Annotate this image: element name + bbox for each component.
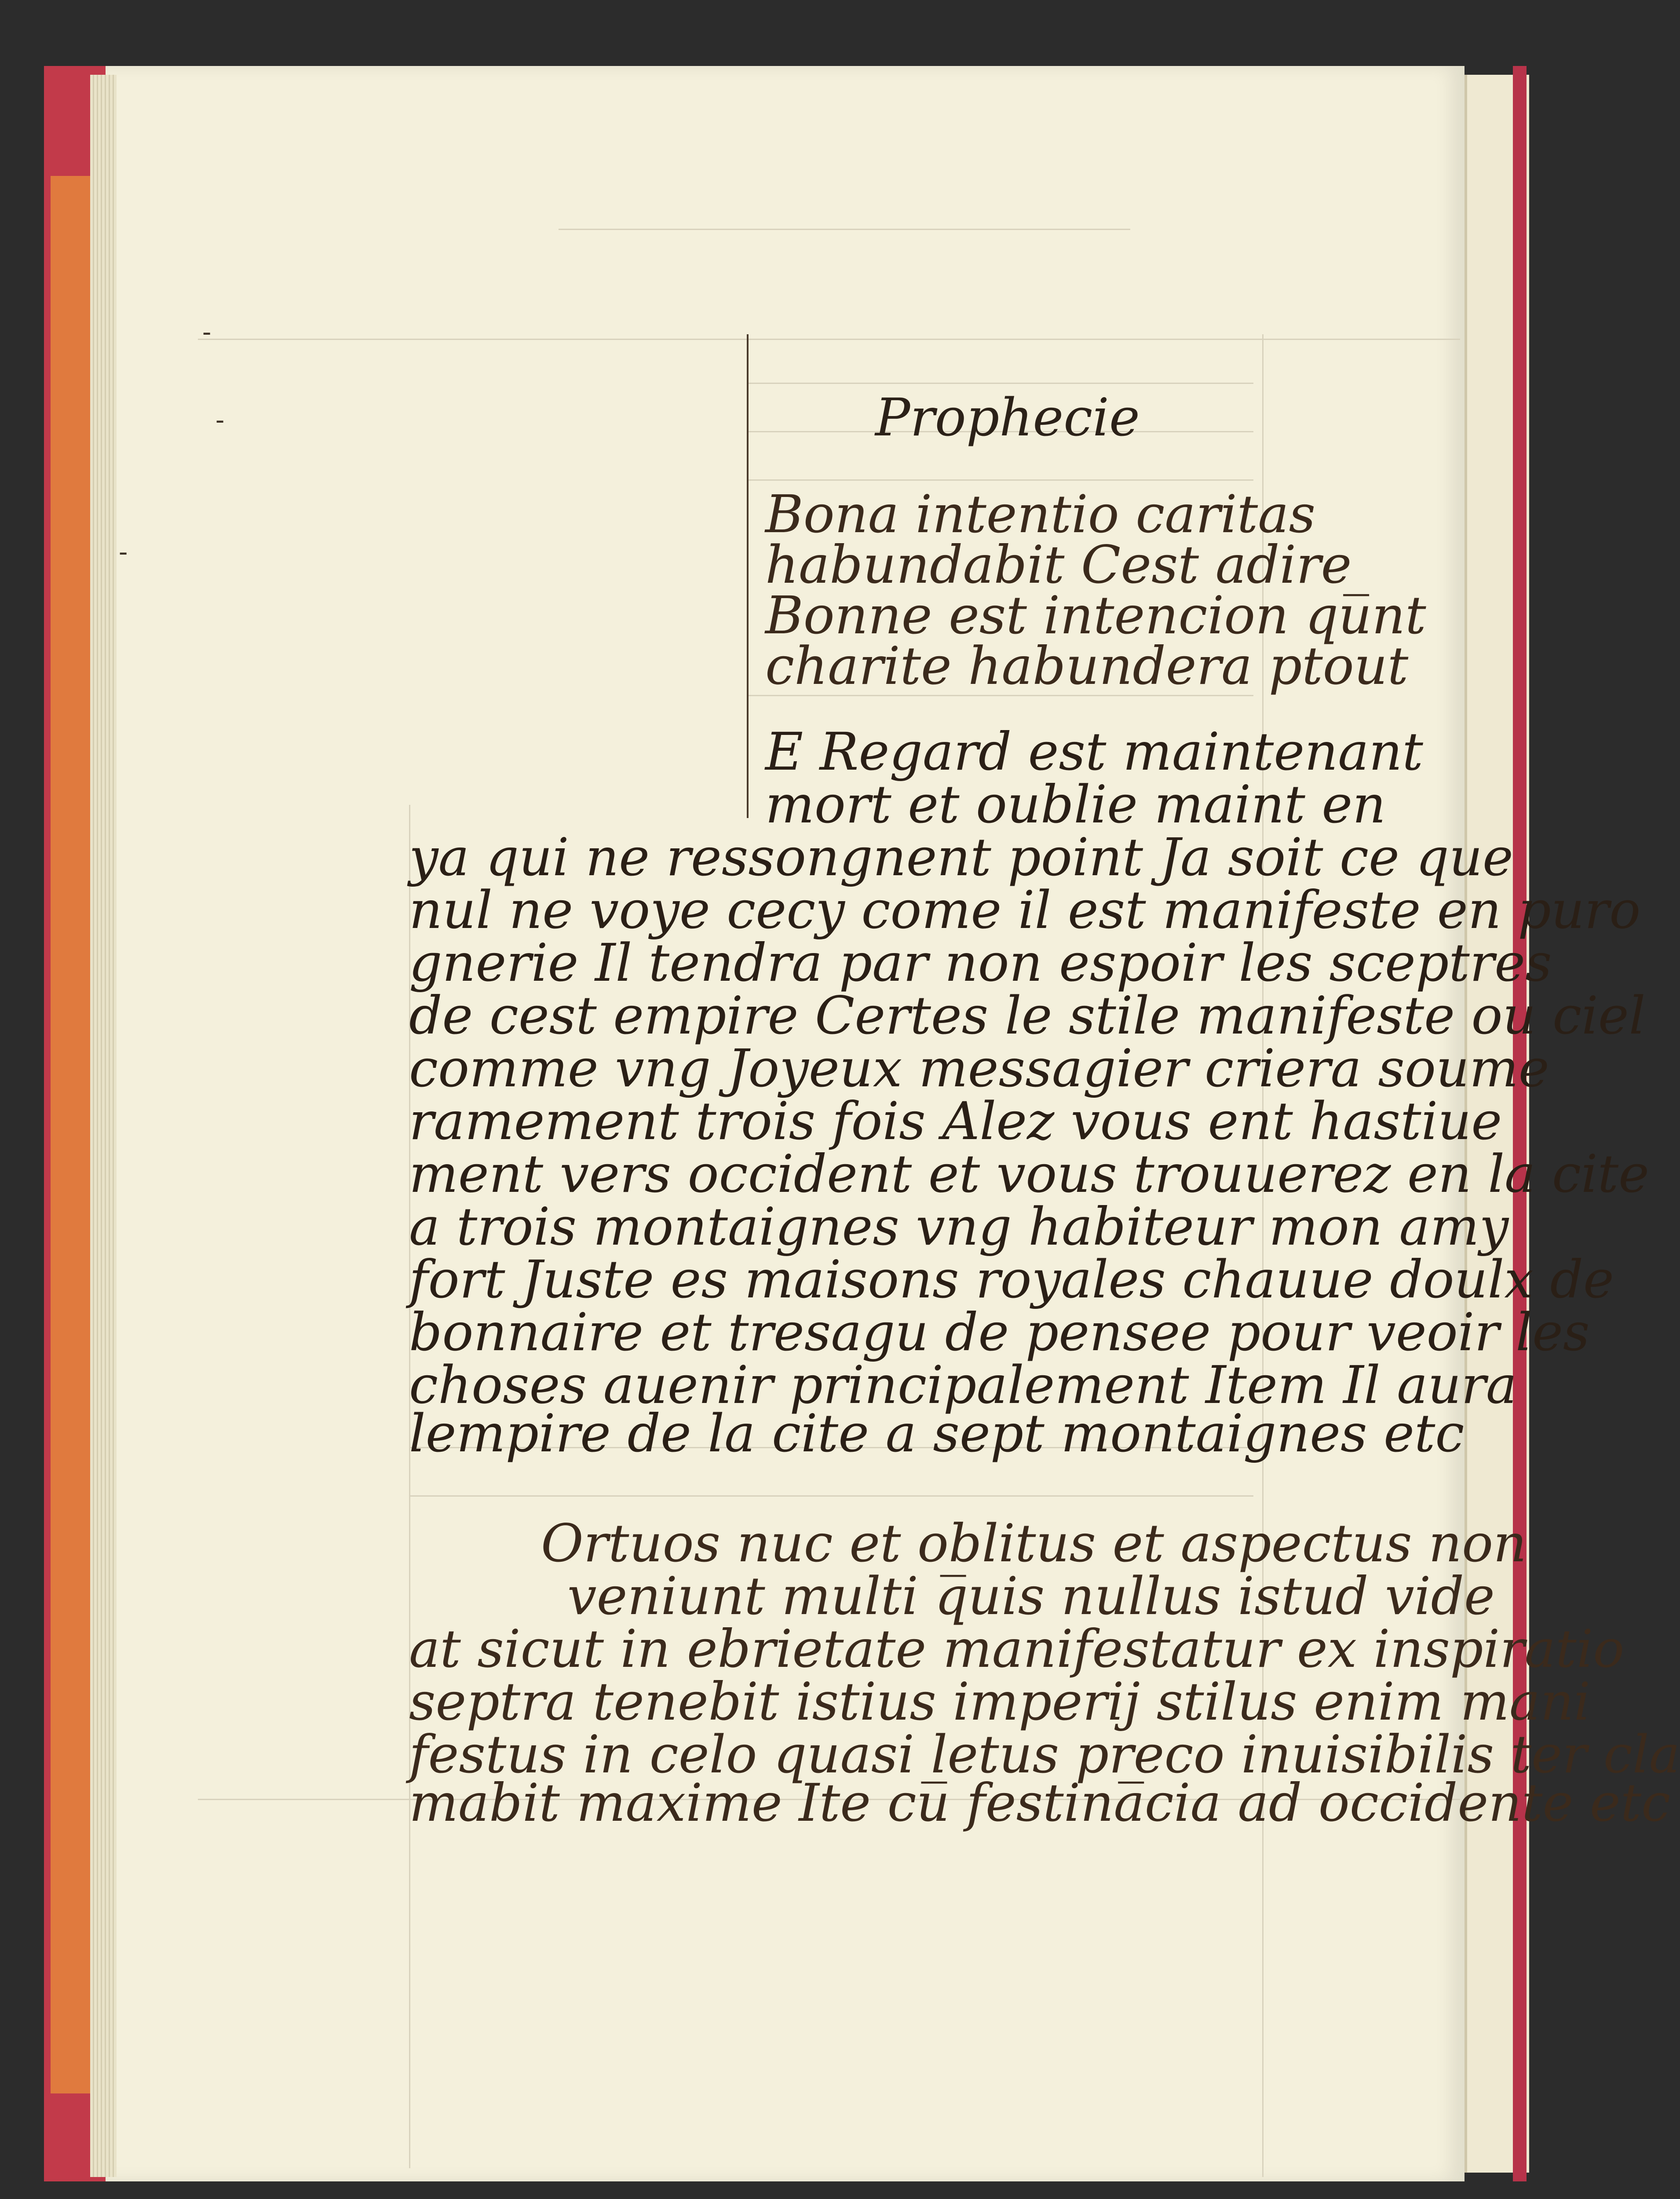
book-spine-cloth [51, 176, 92, 2093]
text-line: mabit maxime Ite cu̅ festina̅cia ad occidente etc [409, 1772, 1671, 1833]
text-line: septra tenebit istius imperij stilus enim mani [409, 1671, 1591, 1732]
text-line: fort Juste es maisons royales chauue doulx de [409, 1249, 1614, 1310]
ruling-line [198, 339, 1460, 340]
text-line: lempire de la cite a sept montaignes etc [409, 1403, 1465, 1464]
text-line: Bona intentio caritas [765, 484, 1316, 544]
chapter-heading: Prophecie [875, 387, 1140, 448]
ruling-line [748, 479, 1253, 481]
ruling-line [748, 383, 1253, 384]
text-line: E Regard est maintenant [765, 721, 1423, 782]
margin-mark: - [202, 317, 212, 347]
text-line: Bonne est intencion qu̅nt [765, 585, 1426, 646]
text-line: comme vng Joyeux messagier criera soume [409, 1038, 1549, 1099]
text-line: ment vers occident et vous trouuerez en la cite [409, 1143, 1650, 1204]
text-line: mort et oublie maint en [765, 774, 1386, 835]
text-line: ya qui ne ressongnent point Ja soit ce que [409, 827, 1513, 888]
text-line: ramement trois fois Alez vous ent hastiue [409, 1091, 1502, 1151]
text-line: veniunt multi q̅uis nullus istud vide [567, 1566, 1495, 1626]
text-line: gnerie Il tendra par non espoir les sceptres [409, 932, 1552, 993]
text-line: charite habundera ptout [765, 636, 1409, 696]
ruling-line [409, 1495, 1253, 1497]
column-bound-line [747, 334, 749, 818]
text-line: choses auenir principalement Item Il aura [409, 1355, 1517, 1415]
margin-mark: - [215, 405, 225, 435]
text-line: a trois montaignes vng habiteur mon amy [409, 1196, 1509, 1257]
book-cover-right [1513, 66, 1527, 2181]
text-line: bonnaire et tresagu de pensee pour veoir les [409, 1302, 1590, 1363]
margin-mark: - [119, 537, 128, 567]
ruling-line [559, 229, 1130, 230]
text-line: nul ne voye cecy come il est manifeste en puro [409, 880, 1641, 940]
text-line: de cest empire Certes le stile manifeste ou ciel [409, 985, 1646, 1046]
page-edges [90, 75, 117, 2177]
text-line: Ortuos nuc et oblitus et aspectus non [541, 1513, 1527, 1574]
text-line: habundabit Cest adire [765, 534, 1352, 595]
text-line: festus in celo quasi letus preco inuisibilis ter cla [409, 1724, 1680, 1785]
text-line: at sicut in ebrietate manifestatur ex inspiratio [409, 1618, 1625, 1679]
